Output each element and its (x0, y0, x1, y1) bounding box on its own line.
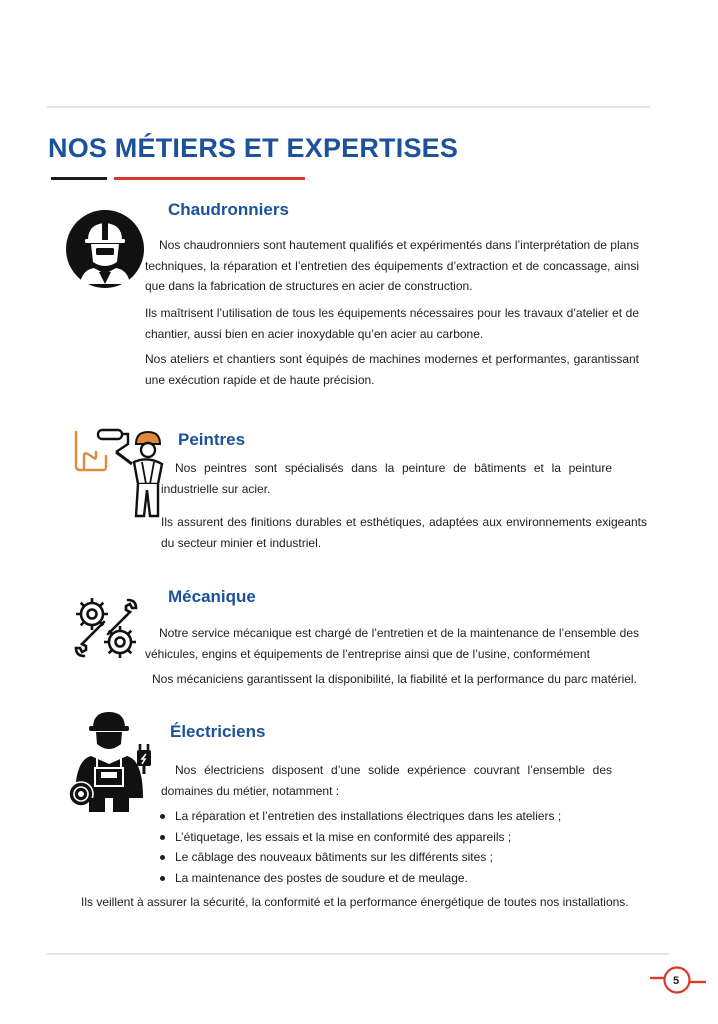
electrician-icon (67, 710, 157, 814)
list-item: La réparation et l’entretien des installations électriques dans les ateliers ; (160, 806, 561, 827)
section-title-electriciens: Électriciens (170, 722, 266, 741)
paragraph: Ils assurent des finitions durables et esthétiques, adaptées aux environnements exigeants du secteur minier et industriel. (161, 515, 647, 550)
title-underline-red (114, 177, 305, 180)
section-title-peintres: Peintres (178, 430, 246, 449)
page-title: NOS MÉTIERS ET EXPERTISES (48, 133, 459, 163)
painter-icon (70, 426, 166, 518)
list-item: L’étiquetage, les essais et la mise en conformité des appareils ; (160, 827, 561, 848)
paragraph: Ils maîtrisent l’utilisation de tous les équipements nécessaires pour les travaux d’atelier et de chantier, aussi bien en acier inoxydable qu’en acier au carbone. (145, 306, 639, 341)
paragraph: Nos ateliers et chantiers sont équipés de machines modernes et performantes, garantissant une exécution rapide et de haute précision. (145, 352, 639, 387)
section-title-chaudronniers: Chaudronniers (168, 200, 289, 219)
list-item: Le câblage des nouveaux bâtiments sur les différents sites ; (160, 847, 561, 868)
paragraph: Nos peintres sont spécialisés dans la peinture de bâtiments et la peinture industrielle sur acier. (161, 461, 612, 496)
title-underline-dark (51, 177, 107, 180)
wrench-gear-icon (72, 594, 140, 662)
page-number: 5 (672, 975, 680, 987)
bottom-divider (47, 953, 669, 955)
paragraph: Nos chaudronniers sont hautement qualifiés et expérimentés dans l’interprétation de plans techniques, la réparation et l’entretien des équipements d’extraction et de concassage, ainsi que dans la fabrication de structures en acier de construction. (145, 238, 639, 293)
paragraph: Notre service mécanique est chargé de l’entretien et de la maintenance de l’ensemble des véhicules, engins et équipements de l’entreprise ainsi que de l’usine, conformément (145, 626, 639, 661)
paragraph: Nos électriciens disposent d’une solide expérience couvrant l’ensemble des domaines du métier, notamment : (161, 763, 612, 798)
paragraph: Nos mécaniciens garantissent la disponibilité, la fiabilité et la performance du parc matériel. (152, 672, 637, 686)
paragraph: Ils veillent à assurer la sécurité, la conformité et la performance énergétique de toutes nos installations. (81, 895, 629, 909)
bullet-list (160, 806, 561, 888)
list-item: La maintenance des postes de soudure et de meulage. (160, 868, 561, 889)
top-divider (47, 106, 650, 108)
section-title-mecanique: Mécanique (168, 587, 256, 606)
welder-icon (66, 210, 144, 288)
